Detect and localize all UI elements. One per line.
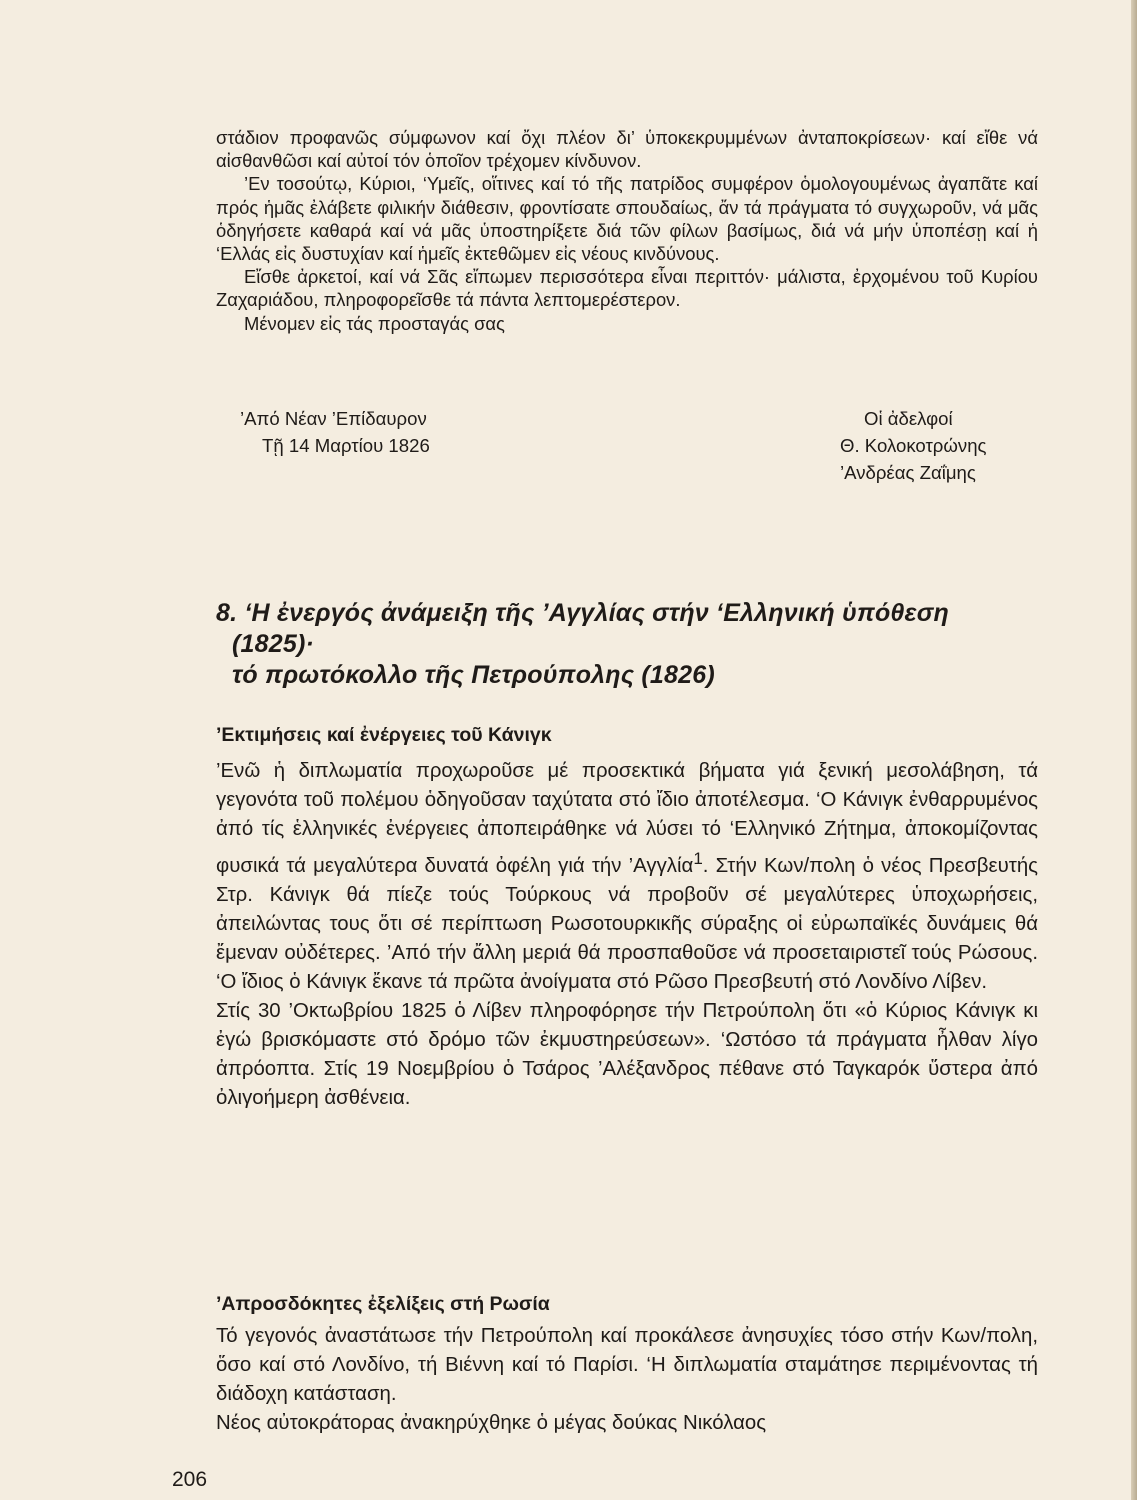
signatory-line: Θ. Κολοκοτρώνης xyxy=(840,435,987,456)
signatory-line: Οἱ ἀδελφοί xyxy=(864,408,953,429)
letter-text xyxy=(216,126,1038,335)
letter-paragraph: στάδιον προφανῶς σύμφωνον καί ὄχι πλέον δι’ ὑποκεκρυμμένων ἀνταποκρίσεων· καί εἴθε νά αἰσθανθῶσι καί αὐτοί τόν ὁποῖον τρέχομεν κίνδυνον. xyxy=(216,127,1038,172)
body-text: . Στήν Κων/πολη ὁ νέος Πρεσβευτής Στρ. Κάνιγκ θά πίεζε τούς Τούρκους νά προβοῦν σέ μεγαλύτερες ὑποχωρήσεις, ἀπειλώντας τους ὅτι σέ περίπτωση Ρωσοτουρκικῆς σύραξης οἱ εὐρωπαϊκές δυνάμεις θά ἔμεναν οὐδέτερες. ’Από τήν ἄλλη μεριά θά προσπαθοῦσε νά προσεταιριστεῖ τούς Ρώσους. ‘Ο ἴδιος ὁ Κάνιγκ ἔκανε τά πρῶτα ἀνοίγματα στό Ρῶσο Πρεσβευτή στό Λονδίνο Λίβεν. xyxy=(216,854,1038,993)
letter-signature-block xyxy=(240,405,1040,486)
section-heading-line: (1825)· xyxy=(232,630,314,658)
body-paragraph: Στίς 30 ’Οκτωβρίου 1825 ὁ Λίβεν πληροφόρησε τήν Πετρούπολη ὅτι «ὁ Κύριος Κάνιγκ κι ἐγώ βρισκόμαστε στό δρόμο τῶν ἐκμυστηρεύσεων». ‘Ωστόσο τά πράγματα ἦλθαν λίγο ἀπρόοπτα. Στίς 19 Νοεμβρίου ὁ Τσάρος ’Αλέξανδρος πέθανε στό Ταγκαρόκ ὕστερα ἀπό ὀλιγοήμερη ἀσθένεια. xyxy=(216,999,1038,1109)
section-heading-line: τό πρωτόκολλο τῆς Πετρούπολης (1826) xyxy=(232,661,715,689)
body-text: ’Ενῶ ἡ διπλωματία προχωροῦσε μέ προσεκτικά βήματα γιά ξενική μεσολάβηση, τά γεγονότα τοῦ πολέμου ὁδηγοῦσαν ταχύτατα στό ἴδιο ἀποτέλεσμα. ‘Ο Κάνιγκ ἐνθαρρυμένος ἀπό τίς ἑλληνικές ἐνέργειες ἀποπειράθηκε νά λύσει τό ‘Ελληνικό Ζήτημα, ἀποκομίζοντας φυσικά τά μεγαλύτερα δυνατά ὀφέλη γιά τήν ’Αγγλία xyxy=(216,760,1038,877)
place-date xyxy=(240,405,540,486)
place-date-line: Τῇ 14 Μαρτίου 1826 xyxy=(262,435,430,456)
letter-paragraph: ’Εν τοσούτῳ, Κύριοι, ‘Υμεῖς, οἵτινες καί τό τῆς πατρίδος συμφέρον ὁμολογουμένως ἀγαπᾶτε καί πρός ἡμᾶς ἐλάβετε φιλικήν διάθεσιν, φροντίσατε σπουδαίως, ἄν τά πράγματα τό συγχωροῦν, νά μᾶς ὁδηγήσετε καθαρά καί νά μᾶς ὑποστηρίξετε διά τῶν φίλων βασίμως, διά νά μήν ὑποπέσῃ καί ἡ ‘Ελλάς εἰς δυστυχίαν καί ἡμεῖς ἐκτεθῶμεν εἰς νέους κινδύνους. xyxy=(216,173,1038,265)
body-paragraph: Νέος αὐτοκράτορας ἀνακηρύχθηκε ὁ μέγας δούκας Νικόλαος xyxy=(216,1412,767,1434)
body-text-russia xyxy=(216,1322,1038,1438)
section-heading xyxy=(216,598,1046,691)
footnote-marker: 1 xyxy=(693,849,703,868)
subheading-russia: ’Απροσδόκητες ἐξελίξεις στή Ρωσία xyxy=(216,1293,550,1315)
subheading-canning: ’Εκτιμήσεις καί ἐνέργειες τοῦ Κάνιγκ xyxy=(216,724,552,746)
letter-paragraph: Εἴσθε ἀρκετοί, καί νά Σᾶς εἴπωμεν περισσότερα εἶναι περιττόν· μάλιστα, ἐρχομένου τοῦ Κυρίου Ζαχαριάδου, πληροφορεῖσθε τά πάντα λεπτομερέστερον. xyxy=(216,266,1038,311)
place-date-line: ’Από Νέαν ’Επίδαυρον xyxy=(240,408,427,429)
body-paragraph xyxy=(216,757,1038,997)
body-text-canning xyxy=(216,757,1038,1113)
page-edge-shadow xyxy=(1131,0,1137,1500)
body-paragraph: Τό γεγονός ἀναστάτωσε τήν Πετρούπολη καί προκάλεσε ἀνησυχίες τόσο στήν Κων/πολη, ὅσο καί στό Λονδίνο, τή Βιέννη καί τό Παρίσι. ‘Η διπλωματία σταμάτησε περιμένοντας τή διάδοχη κατάσταση. xyxy=(216,1325,1038,1405)
letter-paragraph: Μένομεν εἰς τάς προσταγάς σας xyxy=(244,312,505,334)
section-heading-line: 8. ‘Η ἐνεργός ἀνάμειξη τῆς ’Αγγλίας στήν ‘Ελληνική ὑπόθεση xyxy=(216,599,949,627)
page-number: 206 xyxy=(172,1468,208,1491)
signatories xyxy=(840,405,1040,486)
signatory-line: ’Ανδρέας Ζαΐμης xyxy=(840,462,976,483)
